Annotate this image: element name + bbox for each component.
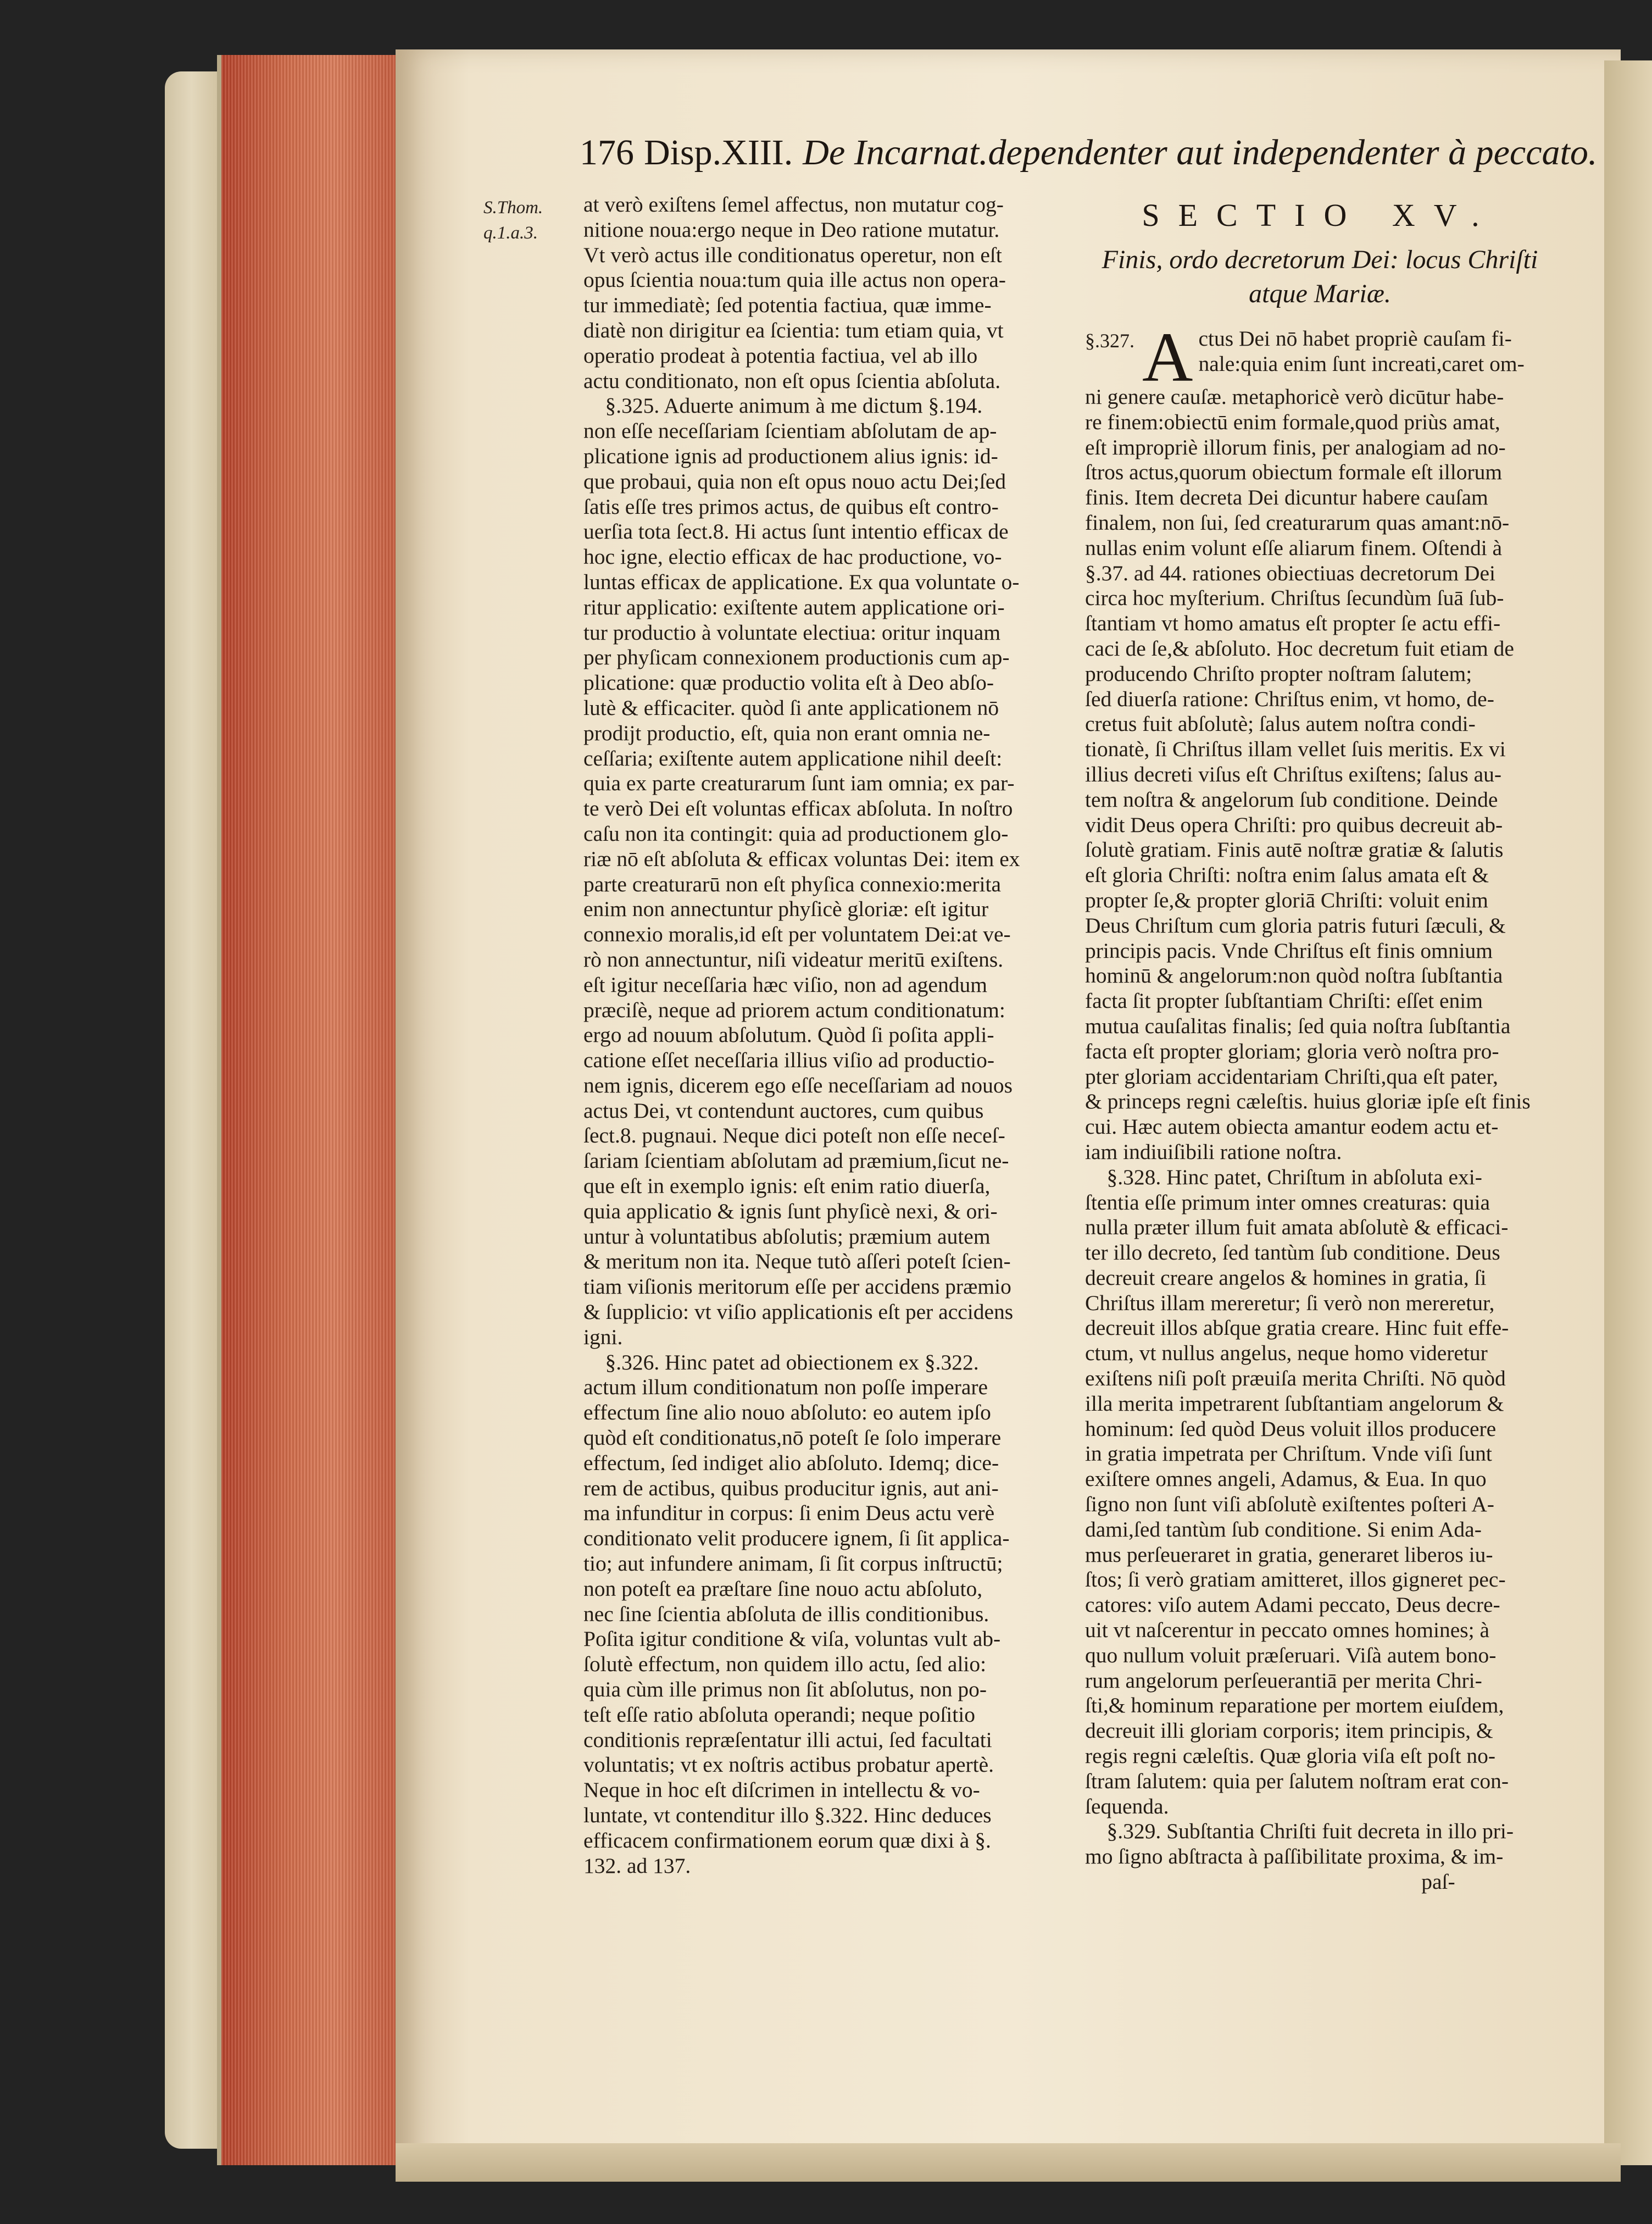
text-line: luntas efficax de applicatione. Ex qua voluntate o-: [583, 569, 1020, 594]
text-line: quia ex parte creaturarum ſunt iam omnia; ex par-: [583, 771, 1015, 796]
text-line: at verò exiſtens ſemel affectus, non mutatur cog-: [583, 192, 1004, 217]
text-line: vidit Deus opera Chriſti: pro quibus decreuit ab-: [1085, 812, 1503, 837]
text-line: ſtos; ſi verò gratiam amitteret, illos gigneret pec-: [1085, 1567, 1506, 1592]
text-line: tur productio à voluntate electiua: oritur inquam: [583, 620, 1001, 645]
text-line: exiſtere omnes angeli, Adamus, & Eua. In quo: [1085, 1467, 1487, 1491]
text-line: nitione noua:ergo neque in Deo ratione mutatur.: [583, 217, 1000, 242]
text-line: ſolutè gratiam. Finis autē noſtræ gratiæ & ſalutis: [1085, 838, 1504, 862]
margin-note: [483, 195, 577, 246]
text-line: finalem, non ſui, ſed creaturarum quas amant:nō-: [1085, 510, 1510, 535]
text-line: hoc igne, electio efficax de hac productione, vo-: [583, 545, 1002, 569]
section-heading: SECTIO XV.: [1142, 197, 1498, 233]
text-line: principis pacis. Vnde Chriſtus eſt finis omnium: [1085, 938, 1493, 963]
text-line: untur à voluntatibus abſolutis; præmium autem: [583, 1224, 991, 1249]
text-line: facta eſt propter gloriam; gloria verò noſtra pro-: [1085, 1039, 1499, 1063]
text-line: conditionato velit producere ignem, ſi ſit applica-: [583, 1526, 1010, 1551]
text-line: uit vt naſcerentur in peccato omnes homines; à: [1085, 1618, 1489, 1643]
text-line: luntate, vt contenditur illo §.322. Hinc deduces: [583, 1803, 992, 1827]
text-line: præciſè, neque ad priorem actum conditionatum:: [583, 997, 1005, 1022]
text-line: finis. Item decreta Dei dicuntur habere cauſam: [1085, 485, 1488, 510]
text-line: actus Dei, vt contendunt auctores, cum quibus: [583, 1098, 984, 1123]
text-line: in gratia impetrata per Chriſtum. Vnde viſi ſunt: [1085, 1441, 1492, 1466]
text-line: rem de actibus, quibus producitur ignis, aut ani-: [583, 1476, 999, 1500]
text-line: ſtantiam vt homo amatus eſt propter ſe actu effi-: [1085, 611, 1501, 636]
text-line: §.328. Hinc patet, Chriſtum in abſoluta exi-: [1085, 1164, 1482, 1189]
text-line: hominū & angelorum:non quòd noſtra ſubſtantia: [1085, 963, 1503, 988]
text-line: ctum, vt nullus angelus, neque homo videretur: [1085, 1341, 1488, 1366]
text-line: actu conditionato, non eſt opus ſcientia abſoluta.: [583, 368, 1001, 393]
text-line: mo ſigno abſtracta à paſſibilitate proxima, & im-: [1085, 1844, 1504, 1869]
text-line: ceſſaria; exiſtente autem applicatione nihil deeſt:: [583, 746, 1003, 770]
text-line: Vt verò actus ille conditionatus operetur, non eſt: [583, 242, 1002, 267]
text-line: tur immediatè; ſed potentia factiua, quæ imme-: [583, 293, 992, 318]
text-line: facta ſit propter ſubſtantiam Chriſti: eſſet enim: [1085, 989, 1483, 1013]
text-line: non poteſt ea præſtare ſine nouo actu abſoluto,: [583, 1576, 983, 1601]
text-line: cretus fuit abſolutè; ſalus autem noſtra condi-: [1085, 712, 1476, 736]
text-line: iam indiuiſibili ratione noſtra.: [1085, 1139, 1342, 1164]
text-line: decreuit creare angelos & homines in gratia, ſi: [1085, 1265, 1487, 1290]
margin-note-line: q.1.a.3.: [483, 223, 538, 243]
text-line: ergo ad nouum abſolutum. Quòd ſi poſita appli-: [583, 1023, 994, 1047]
page-number: 176: [580, 132, 634, 173]
text-line: ni genere cauſæ. metaphoricè verò dicūtur habe-: [1085, 385, 1504, 409]
text-line: rò non annectuntur, niſi videatur meritū exiſtens.: [583, 947, 1004, 972]
text-line: non eſſe neceſſariam ſcientiam abſolutam de ap-: [583, 419, 997, 443]
text-line: que probaui, quia non eſt opus nouo actu Dei;ſed: [583, 469, 1006, 493]
text-line: parte creaturarū non eſt phyſica connexio:merita: [583, 872, 1002, 896]
section-title-line: atque Mariæ.: [1249, 279, 1391, 308]
text-line: ſtentia eſſe primum inter omnes creaturas: quia: [1085, 1190, 1490, 1214]
text-line: 132. ad 137.: [583, 1853, 691, 1878]
text-line: caſu non ita contingit: quia ad productionem glo-: [583, 821, 1009, 846]
text-line: mus perſeueraret in gratia, generaret liberos iu-: [1085, 1542, 1493, 1567]
text-line: paſ-: [1085, 1870, 1455, 1894]
text-line: tio; aut infundere animam, ſi ſit corpus inſtructū;: [583, 1551, 1003, 1576]
right-text-lines: [1085, 385, 1555, 1895]
text-line: mutua cauſalitas finalis; ſed quia noſtra ſubſtantia: [1085, 1013, 1511, 1038]
drop-cap: A: [1142, 318, 1193, 396]
text-line: §.326. Hinc patet ad obiectionem ex §.322.: [583, 1350, 979, 1374]
text-line: diatè non dirigitur ea ſcientia: tum etiam quia, vt: [583, 318, 1004, 342]
text-line: efficacem confirmationem eorum quæ dixi à §.: [583, 1828, 991, 1853]
text-line: decreuit illi gloriam corporis; item principis, &: [1085, 1718, 1493, 1743]
text-line: te verò Dei eſt voluntas efficax abſoluta. In noſtro: [583, 796, 1013, 821]
text-line: exiſtens niſi poſt præuiſa merita Chriſti. Nō quòd: [1085, 1366, 1506, 1391]
text-line: propter ſe,& propter gloriā Chriſti: voluit enim: [1085, 888, 1488, 912]
text-line: ſtros actus,quorum obiectum formale eſt illorum: [1085, 460, 1503, 485]
text-line: quia cùm ille primus non ſit abſolutus, non po-: [583, 1677, 987, 1702]
text-line: §.37. ad 44. rationes obiectiuas decretorum Dei: [1085, 561, 1495, 585]
text-line: catores: viſo autem Adami peccato, Deus decre-: [1085, 1593, 1500, 1617]
text-line: nulla præter illum fuit amata abſolutè & efficaci-: [1085, 1215, 1509, 1240]
text-line: prodijt productio, eſt, quia non erant omnia ne-: [583, 720, 991, 745]
text-line: producendo Chriſto propter noſtram ſalutem;: [1085, 661, 1472, 686]
text-line: per phyſicam connexionem productionis cum ap-: [583, 645, 1010, 670]
text-line: plicatione ignis ad productionem alius ignis: id-: [583, 443, 998, 468]
text-line: & meritum non ita. Neque tutò aſſeri poteſt ſcien-: [583, 1249, 1011, 1274]
text-line: eſt igitur neceſſaria hæc viſio, non ad agendum: [583, 972, 987, 997]
text-line: ſed diuerſa ratione: Chriſtus enim, vt homo, de-: [1085, 686, 1494, 711]
text-line: ſti,& hominum reparatione per mortem eiuſdem,: [1085, 1693, 1504, 1718]
text-line: Poſita igitur conditione & viſa, voluntas vult ab-: [583, 1627, 1001, 1651]
section-title: [1085, 243, 1555, 311]
text-line: quòd eſt conditionatus,nō poteſt ſe ſolo imperare: [583, 1426, 1002, 1450]
text-line: Deus Chriſtum cum gloria patris futuri ſæculi, &: [1085, 913, 1506, 938]
text-line: rum angelorum perſeuerantiā per merita Chri-: [1085, 1668, 1482, 1693]
text-line: enim non annectuntur phyſicè gloriæ: eſt igitur: [583, 897, 989, 922]
text-line: conditionis repræſentatur illi actui, ſed facultati: [583, 1727, 992, 1752]
text-line: lutè & efficaciter. quòd ſi ante applicationem nō: [583, 695, 999, 720]
left-text-column: [583, 192, 1067, 1878]
disputation-label: Disp.XIII.: [644, 132, 793, 173]
text-line: hominum: ſed quòd Deus voluit illos producere: [1085, 1416, 1497, 1441]
text-line: ſolutè effectum, non quidem illo actu, ſed alio:: [583, 1652, 987, 1677]
text-line: caci de ſe,& abſoluto. Hoc decretum fuit etiam de: [1085, 636, 1514, 661]
text-line: uerſia tota ſect.8. Hi actus ſunt intentio efficax de: [583, 519, 1009, 544]
text-line: opus ſcientia noua:tum quia ille actus non opera-: [583, 268, 1006, 292]
text-line: nale:quia enim ſunt increati,caret om-: [1198, 351, 1525, 376]
text-line: que eſt in exemplo ignis: eſt enim ratio diuerſa,: [583, 1174, 991, 1199]
margin-note-line: S.Thom.: [483, 198, 543, 218]
text-line: nec ſine ſcientia abſoluta de illis conditionibus.: [583, 1601, 989, 1626]
text-line: Chriſtus illam mereretur; ſi verò non mereretur,: [1085, 1290, 1495, 1315]
text-line: illa merita impetrarent ſubſtantiam angelorum &: [1085, 1391, 1504, 1416]
paragraph-number: §.327.: [1085, 330, 1134, 352]
text-line: eſt gloria Chriſti: noſtra enim ſalus amata eſt &: [1085, 863, 1489, 888]
text-line: nullas enim volunt eſſe aliarum finem. Oſtendi à: [1085, 535, 1503, 560]
text-line: §.329. Subſtantia Chriſti fuit decreta in illo pri-: [1085, 1819, 1514, 1844]
text-line: ter illo decreto, ſed tantùm ſub conditione. Deus: [1085, 1240, 1500, 1265]
running-title: De Incarnat.dependenter aut independenter à peccato.: [803, 132, 1598, 173]
text-line: ma infunditur in corpus: ſi enim Deus actu verè: [583, 1501, 995, 1526]
text-line: ſequenda.: [1085, 1794, 1169, 1818]
text-line: connexio moralis,id eſt per voluntatem Dei:at ve-: [583, 922, 1011, 947]
text-line: ritur applicatio: exiſtente autem applicatione ori-: [583, 595, 1005, 619]
text-line: ſariam ſcientiam abſolutam ad præmium,ſicut ne-: [583, 1149, 1009, 1173]
text-line: voluntatis; vt ex noſtris actibus probatur apertè.: [583, 1752, 994, 1777]
text-line: & princeps regni cæleſtis. huius gloriæ ipſe eſt finis: [1085, 1089, 1531, 1114]
text-line: tiam viſionis meritorum eſſe per accidens præmio: [583, 1274, 1011, 1299]
text-line: quia applicatio & ignis ſunt phyſicè nexi, & ori-: [583, 1199, 998, 1223]
text-line: tem noſtra & angelorum ſub conditione. Deinde: [1085, 787, 1498, 812]
text-line: Neque in hoc eſt diſcrimen in intellectu & vo-: [583, 1778, 980, 1803]
text-line: re finem:obiectū enim formale,quod priùs amat,: [1085, 409, 1500, 434]
first-paragraph-opening: [1085, 318, 1555, 396]
text-line: cui. Hæc autem obiecta amantur eodem actu et-: [1085, 1114, 1499, 1139]
text-line: circa hoc myſterium. Chriſtus ſecundùm ſuā ſub-: [1085, 586, 1504, 611]
text-line: teſt eſſe ratio abſoluta operandi; neque poſitio: [583, 1702, 975, 1727]
text-line: effectum, ſed indiget alio abſoluto. Idemq; dice-: [583, 1450, 999, 1475]
text-line: & ſupplicio: vt viſio applicationis eſt per accidens: [583, 1300, 1014, 1324]
text-line: nem ignis, dicerem ego eſſe neceſſariam ad nouos: [583, 1073, 1013, 1097]
text-line: decreuit illos abſque gratia creare. Hinc fuit effe-: [1085, 1316, 1509, 1340]
text-line: ctus Dei nō habet propriè cauſam fi-: [1198, 326, 1512, 351]
text-line: effectum ſine alio nouo abſoluto: eo autem ipſo: [583, 1400, 991, 1425]
red-page-edges: [217, 55, 408, 2165]
text-line: illius decreti viſus eſt Chriſtus exiſtens; ſalus au-: [1085, 762, 1502, 786]
text-line: actum illum conditionatum non poſſe imperare: [583, 1375, 988, 1400]
text-line: ſigno non ſunt viſi abſolutè exiſtentes poſteri A-: [1085, 1492, 1494, 1517]
section-title-line: Finis, ordo decretorum Dei: locus Chriſti: [1102, 245, 1538, 274]
page-bottom-edge: [396, 2143, 1621, 2182]
text-line: riæ nō eſt abſoluta & efficax voluntas Dei: item ex: [583, 846, 1020, 871]
running-head: [580, 132, 1601, 174]
facing-page-edge: [1604, 60, 1652, 2165]
right-text-column: [1085, 193, 1555, 1895]
text-line: pter gloriam accidentariam Chriſti,qua eſt pater,: [1085, 1064, 1498, 1089]
text-line: §.325. Aduerte animum à me dictum §.194.: [583, 393, 983, 418]
text-line: ſtram ſalutem: quia per ſalutem noſtram erat con-: [1085, 1768, 1509, 1793]
text-line: quo nullum voluit præſeruari. Viſà autem bono-: [1085, 1643, 1497, 1667]
text-line: plicatione: quæ productio volita eſt à Deo abſo-: [583, 670, 994, 695]
text-line: regis regni cæleſtis. Quæ gloria viſa eſt poſt no-: [1085, 1744, 1496, 1768]
text-line: dami,ſed tantùm ſub conditione. Si enim Ada-: [1085, 1517, 1482, 1541]
text-line: tionatè, ſi Chriſtus illam vellet ſuis meritis. Ex vi: [1085, 737, 1506, 762]
text-line: ſect.8. pugnaui. Neque dici poteſt non eſſe neceſ-: [583, 1123, 1005, 1148]
text-line: operatio prodeat à potentia factiua, vel ab illo: [583, 343, 978, 368]
text-line: eſt impropriè illorum finis, per analogiam ad no-: [1085, 435, 1506, 459]
text-line: catione eſſet neceſſaria illius viſio ad productio-: [583, 1048, 995, 1073]
text-line: igni.: [583, 1324, 623, 1349]
text-line: ſatis eſſe tres primos actus, de quibus eſt contro-: [583, 494, 999, 519]
